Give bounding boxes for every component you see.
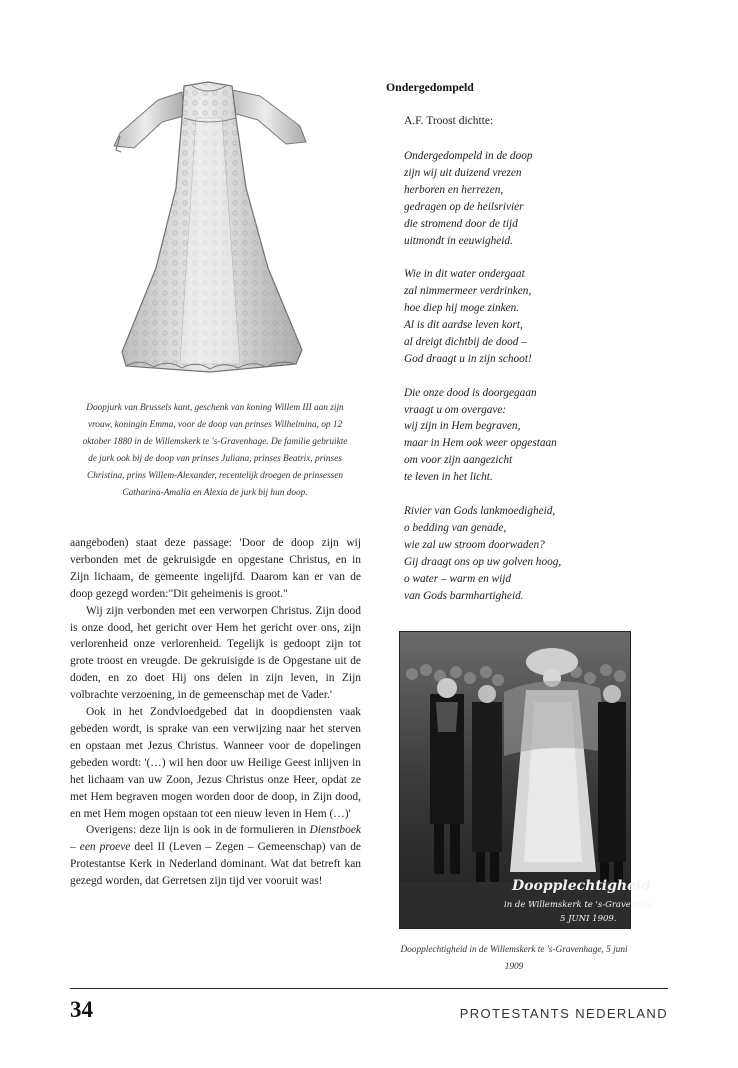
poem-line: uitmondt in eeuwigheid. bbox=[404, 234, 513, 247]
poem-line: vraagt u om overgave: bbox=[404, 403, 507, 416]
poem-stanza bbox=[404, 148, 644, 249]
poem-line: maar in Hem ook weer opgestaan bbox=[404, 437, 557, 450]
page-number: 34 bbox=[70, 997, 93, 1022]
book-title: Dienstboek – een proeve bbox=[70, 824, 361, 854]
body-paragraph bbox=[70, 822, 361, 890]
poem-stanza bbox=[404, 266, 644, 367]
poem bbox=[404, 148, 644, 621]
poem-line: Die onze dood is doorgegaan bbox=[404, 386, 537, 399]
poem-line: wij zijn in Hem begraven, bbox=[404, 420, 521, 433]
body-paragraph: aangeboden) staat deze passage: 'Door de doop zijn wij verbonden met de gekruisigde en opgestane Christus, en in Zijn lichaam, de gemeente ingelijfd. Daarom kan er van de doop gezegd worden:"Dit geheimenis is groot." bbox=[70, 537, 361, 600]
poem-line: te leven in het licht. bbox=[404, 471, 493, 484]
poem-stanza bbox=[404, 385, 644, 486]
baptism-procession-photo bbox=[399, 631, 653, 929]
poem-line: o water – warm en wijd bbox=[404, 572, 512, 585]
poem-line: zijn wij uit duizend vrezen bbox=[404, 166, 522, 179]
procession-caption: Doopplechtigheid in de Willemskerk te 's-Gravenhage, 5 juni 1909 bbox=[400, 945, 628, 972]
poem-line: zal nimmermeer verdrinken, bbox=[404, 285, 532, 298]
body-text-run: Overigens: deze lijn is ook in de formulieren in bbox=[86, 824, 310, 837]
poem-line: al dreigt dichtbij de dood – bbox=[404, 335, 527, 348]
section-heading: Ondergedompeld bbox=[386, 80, 474, 94]
photo-inscription-line2: in de Willemskerk te 's-Gravenhag bbox=[504, 900, 653, 910]
footer-rule bbox=[70, 988, 668, 989]
poem-line: wie zal uw stroom doorwaden? bbox=[404, 538, 545, 551]
poem-line: Wie in dit water ondergaat bbox=[404, 268, 525, 281]
photo-inscription-line3: 5 JUNI 1909. bbox=[560, 914, 617, 924]
poem-line: Al is dit aardse leven kort, bbox=[404, 319, 523, 332]
poem-line: hoe diep hij moge zinken. bbox=[404, 302, 520, 315]
poem-line: van Gods barmhartigheid. bbox=[404, 589, 524, 602]
poem-line: o bedding van genade, bbox=[404, 521, 507, 534]
gown-caption: Doopjurk van Brussels kant, geschenk van koning Willem III aan zijn vrouw, koningin Emma, voor de doop van prinses Wilhelmina, op 12 oktober 1880 in de Willemskerk te 's-Gravenhage. De familie gebruikte de jurk ook bij de doop van prinses Juliana, prinses Beatrix, prinses Christina, prins Willem-Alexander, recentelijk droegen de prinsessen Catharina-Amalia en Alexia de jurk bij hun doop. bbox=[82, 403, 348, 498]
body-text-run: deel II (Leven – Zegen – Gemeenschap) van de Protestantse Kerk in Nederland dominant. Wat dat betreft kan gezegd worden, dat Gerretsen zijn tijd ver vooruit was! bbox=[70, 841, 361, 888]
poem-line: Gij draagt ons op uw golven hoog, bbox=[404, 555, 562, 568]
christening-gown-photo bbox=[100, 78, 326, 376]
body-paragraph: Ook in het Zondvloedgebed dat in doopdiensten vaak gebeden wordt, is sprake van een verwijzing naar het sterven en opstaan met Jezus Christus. Wanneer voor de dopelingen gebeden wordt: '(…) wil hen door uw Heilige Geest inlijven in het lichaam van uw Zoon, Jezus Christus onze Heer, opdat ze met Hem begraven mogen worden door de doop, in Zijn dood, en met Hem mogen opstaan tot een nieuw leven in Hem (…)' bbox=[70, 706, 361, 820]
poem-line: God draagt u in zijn schoot! bbox=[404, 352, 532, 365]
poem-line: Ondergedompeld in de doop bbox=[404, 150, 533, 162]
poem-line: om voor zijn aangezicht bbox=[404, 454, 513, 467]
poem-intro: A.F. Troost dichtte: bbox=[404, 115, 494, 127]
poem-stanza bbox=[404, 503, 644, 604]
poem-line: die stromend door de tijd bbox=[404, 217, 518, 230]
publication-title: PROTESTANTS NEDERLAND bbox=[459, 1006, 668, 1021]
article-body bbox=[70, 535, 361, 890]
body-paragraph: Wij zijn verbonden met een verworpen Christus. Zijn dood is onze dood, het gericht over Hem het gericht over ons, zijn verlorenheid onze verlorenheid. Tegelijk is gedoopt zijn tot grote troost en vreugde. De gekruisigde is de Opgestane uit de doden, en zo doet Hij ons delen in zijn leven, in Zijn volbrachte verzoening, in de gemeenschap met de Vader.' bbox=[70, 604, 361, 702]
poem-line: Rivier van Gods lankmoedigheid, bbox=[404, 504, 556, 517]
photo-inscription-line1: Doopplechtigheid bbox=[512, 878, 652, 894]
poem-line: herboren en herrezen, bbox=[404, 183, 504, 196]
poem-line: gedragen op de heilsrivier bbox=[404, 200, 524, 213]
